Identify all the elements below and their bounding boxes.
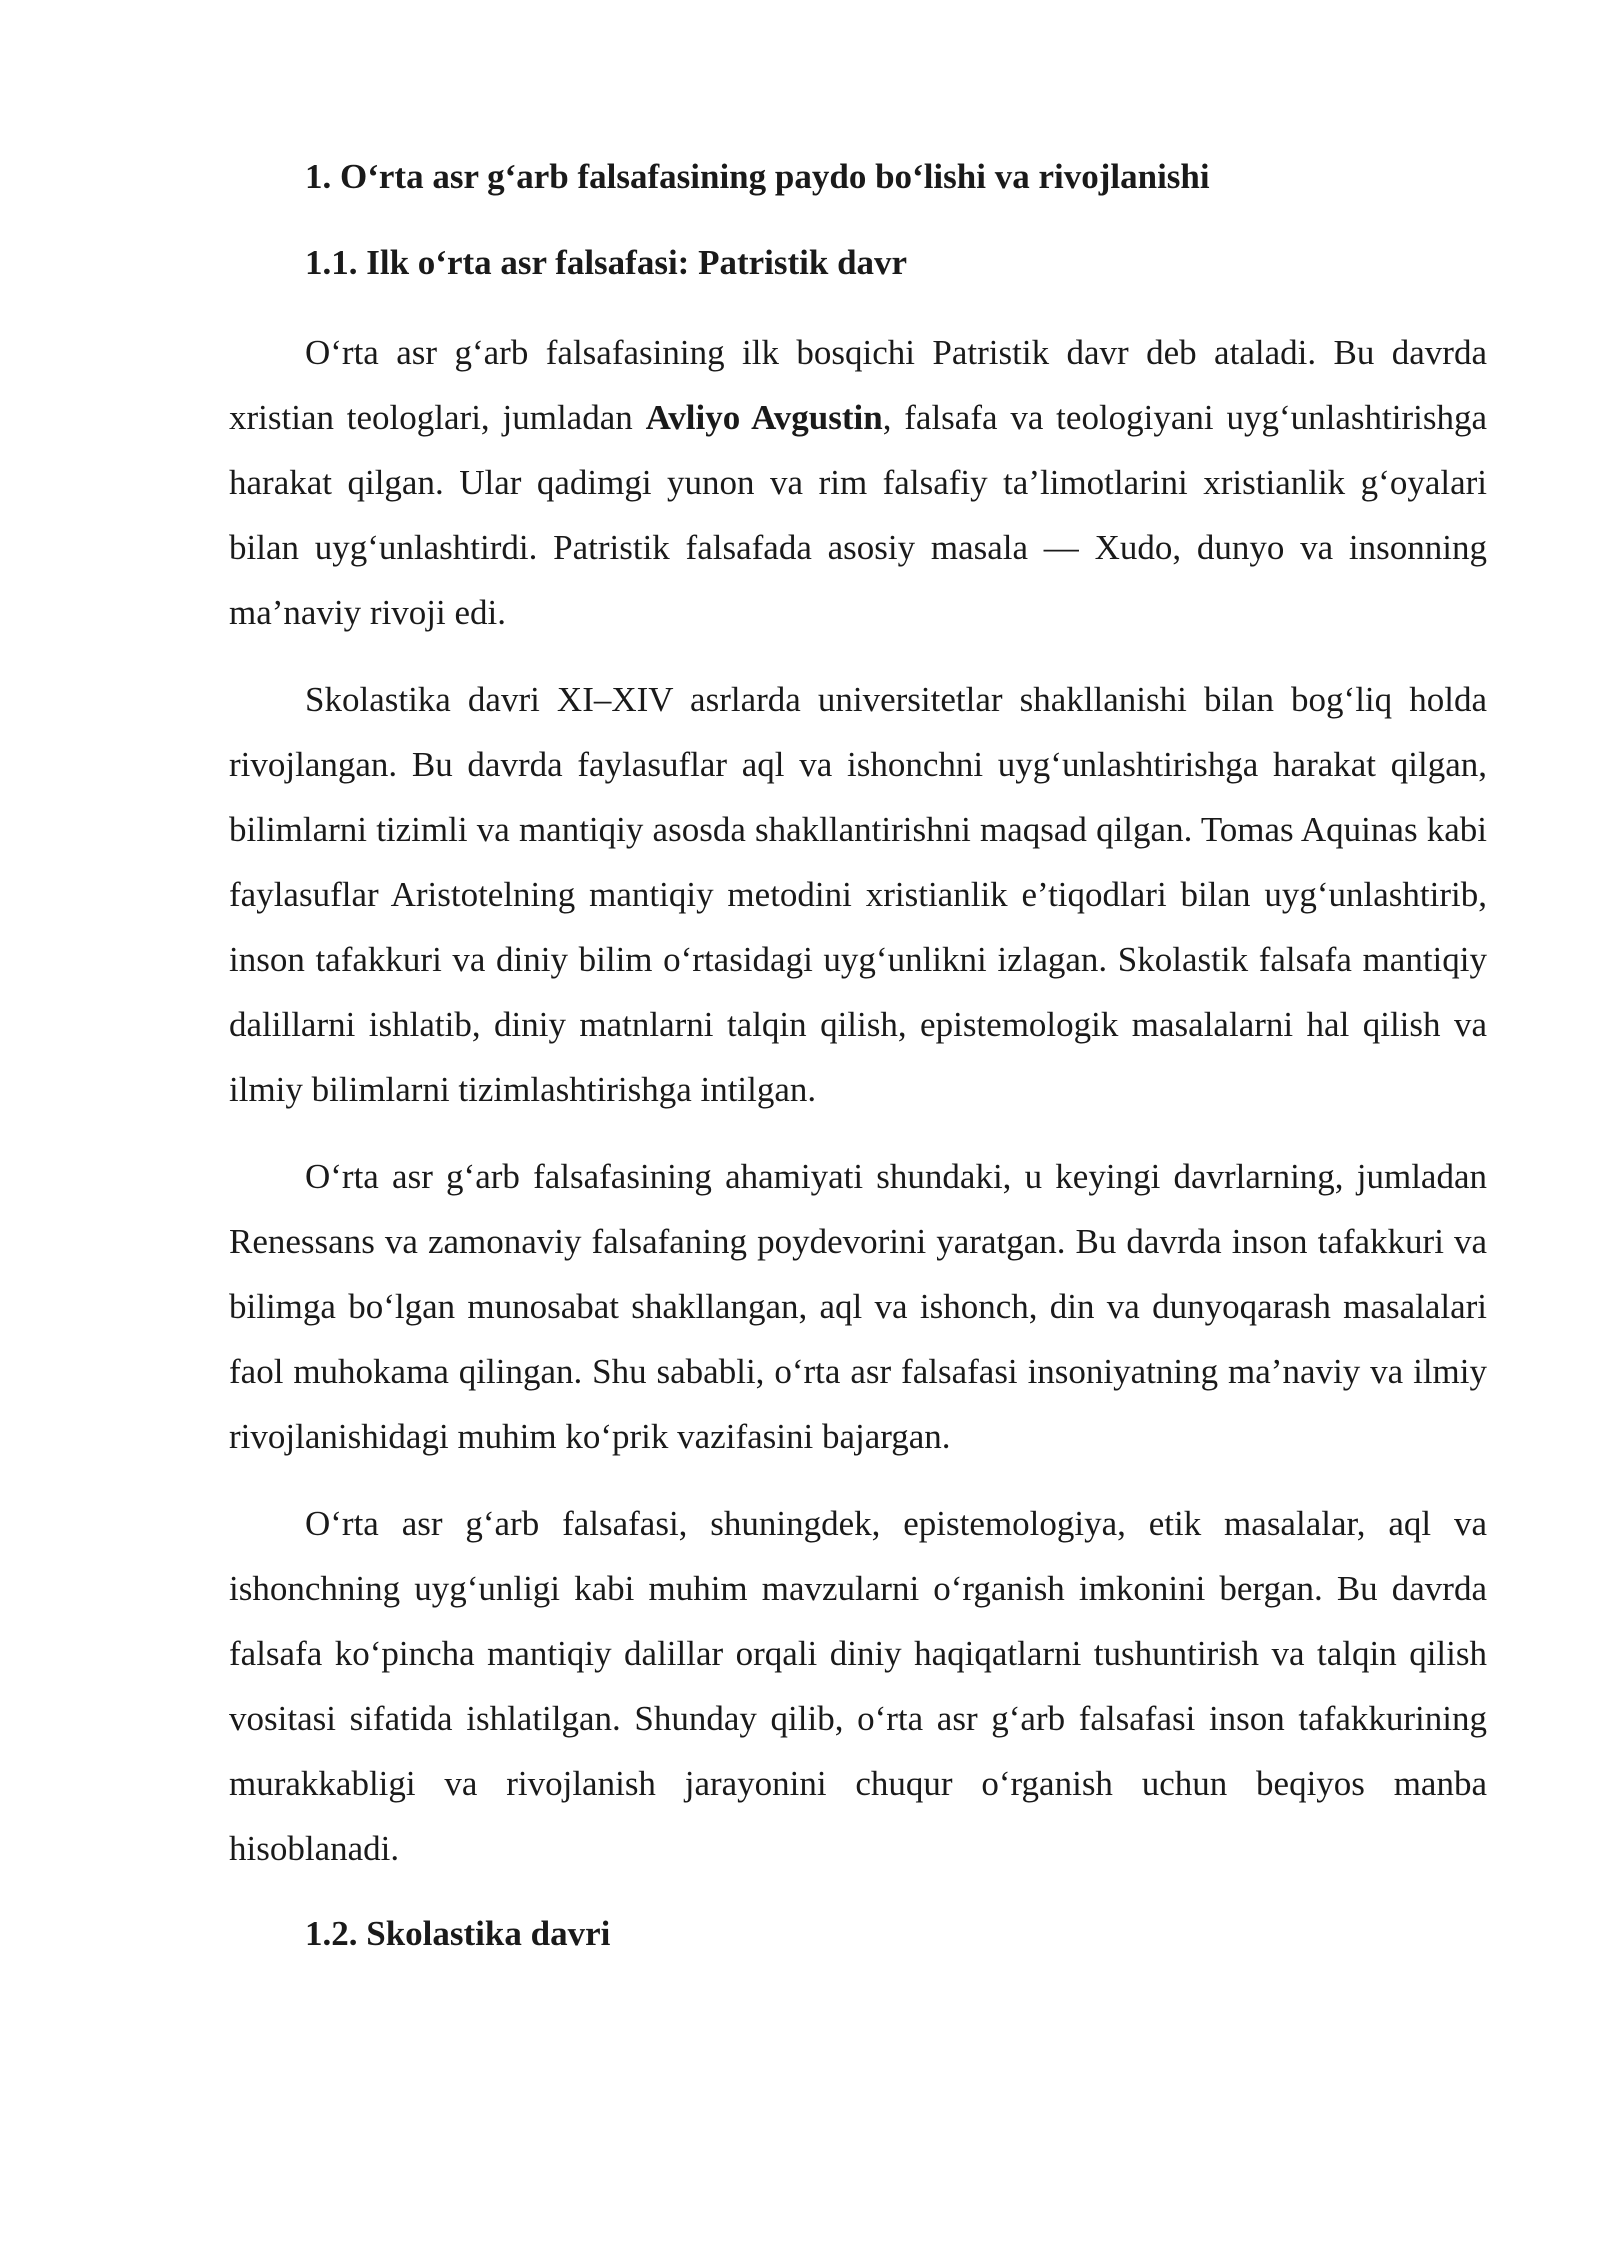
paragraph-epistemology: O‘rta asr g‘arb falsafasi, shuningdek, epistemologiya, etik masalalar, aql va ishonchning uyg‘unligi kabi muhim mavzularni o‘rganish imkonini bergan. Bu davrda falsafa ko‘pincha mantiqiy dalillar orqali diniy haqiqatlarni tushuntirish va talqin qilish vositasi sifatida ishlatilgan. Shunday qilib, o‘rta asr g‘arb falsafasi inson tafakkurining murakkabligi va rivojlanish jarayonini chuqur o‘rganish uchun beqiyos manba hisoblanadi. [229, 1504, 1487, 1868]
bold-name: Avliyo Avgustin [645, 398, 883, 437]
paragraph-significance: O‘rta asr g‘arb falsafasining ahamiyati shundaki, u keyingi davrlarning, jumladan Renessans va zamonaviy falsafaning poydevorini yaratgan. Bu davrda inson tafakkuri va bilimga bo‘lgan munosabat shakllangan, aql va ishonch, din va dunyoqarash masalalari faol muhokama qilingan. Shu sababli, o‘rta asr falsafasi insoniyatning ma’naviy va ilmiy rivojlanishidagi muhim ko‘prik vazifasini bajargan. [229, 1157, 1487, 1456]
paragraph-text: , falsafa va teologiyani uyg‘unlashtirishga harakat qilgan. Ular qadimgi yunon va rim falsafiy ta’limotlarini xristianlik g‘oyalari bilan uyg‘unlashtirdi. Patristik falsafada asosiy masala — Xudo, dunyo va insonning ma’naviy rivoji edi. [229, 398, 1487, 632]
subsection-heading-patristic: 1.1. Ilk o‘rta asr falsafasi: Patristik davr [305, 243, 908, 282]
paragraph-text: O‘rta asr g‘arb falsafasining ilk bosqichi Patristik davr deb ataladi. Bu davrda xristian teologlari, jumladan [229, 333, 1487, 437]
paragraph-scholastic: Skolastika davri XI–XIV asrlarda universitetlar shakllanishi bilan bog‘liq holda rivojlangan. Bu davrda faylasuflar aql va ishonchni uyg‘unlashtirishga harakat qilgan, bilimlarni tizimli va mantiqiy asosda shakllantirishni maqsad qilgan. Tomas Aquinas kabi faylasuflar Aristotelning mantiqiy metodini xristianlik e’tiqodlari bilan uyg‘unlashtirib, inson tafakkuri va diniy bilim o‘rtasidagi uyg‘unlikni izlagan. Skolastik falsafa mantiqiy dalillarni ishlatib, diniy matnlarni talqin qilish, epistemologik masalalarni hal qilish va ilmiy bilimlarni tizimlashtirishga intilgan. [229, 680, 1487, 1109]
section-heading: 1. O‘rta asr g‘arb falsafasining paydo bo‘lishi va rivojlanishi [305, 157, 1210, 196]
subsection-heading-scholastic: 1.2. Skolastika davri [305, 1914, 611, 1953]
document-page [229, 150, 1487, 1961]
paragraph-patristic [229, 320, 1487, 645]
